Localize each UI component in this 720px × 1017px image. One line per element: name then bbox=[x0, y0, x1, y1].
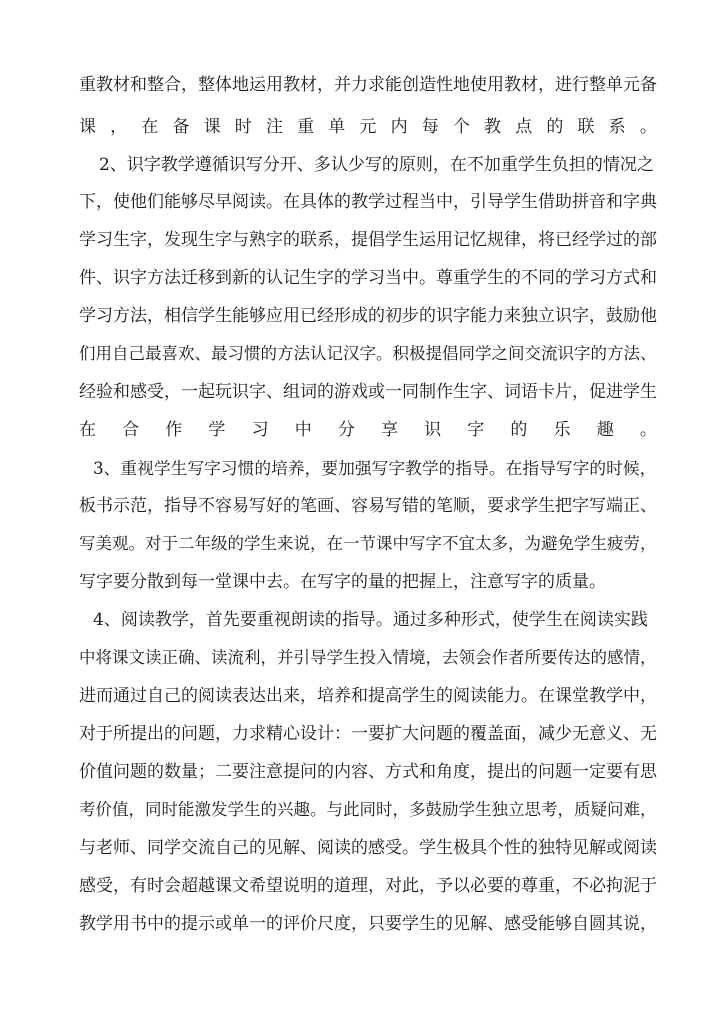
spaced-glyph: 教 bbox=[484, 117, 502, 137]
text-line-21: 与老师、同学交流自己的见解、阅读的感受。学生极具个性的独特见解或阅读 bbox=[79, 838, 657, 858]
text-line-23: 教学用书中的提示或单一的评价尺度，只要学生的见解、感受能够自圆其说， bbox=[79, 914, 657, 934]
text-line-14: 写字要分散到每一堂课中去。在写字的量的把握上，注意写字的质量。 bbox=[79, 572, 606, 592]
spaced-glyph: 。 bbox=[639, 117, 657, 137]
paragraph-4-start: 4、阅读教学，首先要重视朗读的指导。通过多种形式，使学生在阅读实践 bbox=[93, 610, 648, 630]
text-line-22: 感受，有时会超越课文希望说明的道理，对此，予以必要的尊重，不必拘泥于 bbox=[79, 876, 657, 896]
spaced-glyph: 识 bbox=[424, 420, 442, 440]
spaced-glyph: 享 bbox=[380, 420, 398, 440]
spaced-glyph: 的 bbox=[546, 117, 564, 137]
text-line-17: 进而通过自己的阅读表达出来，培养和提高学生的阅读能力。在课堂教学中， bbox=[79, 686, 657, 706]
spaced-glyph: 在 bbox=[79, 420, 96, 440]
text-line-18: 对于所提出的问题，力求精心设计：一要扩大问题的覆盖面，减少无意义、无 bbox=[79, 724, 657, 744]
spaced-glyph: 。 bbox=[639, 420, 657, 440]
spaced-glyph: 课 bbox=[79, 117, 96, 137]
spaced-glyph: 联 bbox=[577, 117, 595, 137]
text-line-1: 重教材和整合，整体地运用教材，并力求能创造性地使用教材，进行整单元备 bbox=[79, 75, 657, 95]
spaced-glyph: 的 bbox=[510, 420, 528, 440]
spaced-glyph: 学 bbox=[208, 420, 226, 440]
text-line-6: 件、识字方法迁移到新的认记生字的学习当中。尊重学生的不同的学习方式和 bbox=[79, 268, 657, 288]
spaced-glyph: 合 bbox=[122, 420, 140, 440]
text-line-2 bbox=[79, 112, 657, 142]
text-line-5: 学习生字，发现生字与熟字的联系，提倡学生运用记忆规律，将已经学过的部 bbox=[79, 230, 657, 250]
spaced-glyph: 点 bbox=[515, 117, 533, 137]
spaced-glyph: 重 bbox=[297, 117, 315, 137]
text-line-16: 中将课文读正确、读流利，并引导学生投入情境，去领会作者所要传达的感情， bbox=[79, 648, 657, 667]
spaced-glyph: 中 bbox=[294, 420, 312, 440]
spaced-glyph: 注 bbox=[265, 117, 283, 137]
spaced-glyph: 内 bbox=[390, 117, 408, 137]
spaced-glyph: 单 bbox=[328, 117, 346, 137]
paragraph-3-start: 3、重视学生写字习惯的培养，要加强写字教学的指导。在指导写字的时候， bbox=[93, 458, 657, 478]
spaced-glyph: 字 bbox=[467, 420, 485, 440]
spaced-glyph: 备 bbox=[172, 117, 190, 137]
spaced-glyph: 课 bbox=[203, 117, 221, 137]
spaced-glyph: ， bbox=[110, 117, 128, 137]
spaced-glyph: 元 bbox=[359, 117, 377, 137]
spaced-glyph: 在 bbox=[141, 117, 159, 137]
spaced-glyph: 时 bbox=[234, 117, 252, 137]
spaced-glyph: 系 bbox=[608, 117, 626, 137]
spaced-glyph: 每 bbox=[421, 117, 439, 137]
paragraph-2-start: 2、识字教学遵循识写分开、多认少写的原则，在不加重学生负担的情况之 bbox=[99, 155, 654, 175]
text-line-4: 下，使他们能够尽早阅读。在具体的教学过程当中，引导学生借助拼音和字典 bbox=[79, 192, 657, 212]
spaced-glyph: 趣 bbox=[596, 420, 614, 440]
text-line-9: 经验和感受，一起玩识字、组词的游戏或一同制作生字、词语卡片，促进学生 bbox=[79, 382, 657, 402]
spaced-glyph: 个 bbox=[452, 117, 470, 137]
text-line-19: 价值问题的数量；二要注意提问的内容、方式和角度，提出的问题一定要有思 bbox=[79, 762, 657, 782]
text-line-7: 学习方法，相信学生能够应用已经形成的初步的识字能力来独立识字，鼓励他 bbox=[79, 306, 657, 326]
text-line-20: 考价值，同时能激发学生的兴趣。与此同时，多鼓励学生独立思考，质疑问难， bbox=[79, 800, 657, 819]
text-line-10 bbox=[79, 415, 657, 445]
spaced-glyph: 习 bbox=[251, 420, 269, 440]
spaced-glyph: 乐 bbox=[553, 420, 571, 440]
text-line-12: 板书示范，指导不容易写好的笔画、容易写错的笔顺，要求学生把字写端正、 bbox=[79, 496, 657, 516]
text-line-8: 们用自己最喜欢、最习惯的方法认记汉字。积极提倡同学之间交流识字的方法、 bbox=[79, 344, 657, 363]
spaced-glyph: 分 bbox=[337, 420, 355, 440]
text-line-13: 写美观。对于二年级的学生来说，在一节课中写字不宜太多，为避免学生疲劳， bbox=[79, 534, 657, 553]
spaced-glyph: 作 bbox=[165, 420, 183, 440]
